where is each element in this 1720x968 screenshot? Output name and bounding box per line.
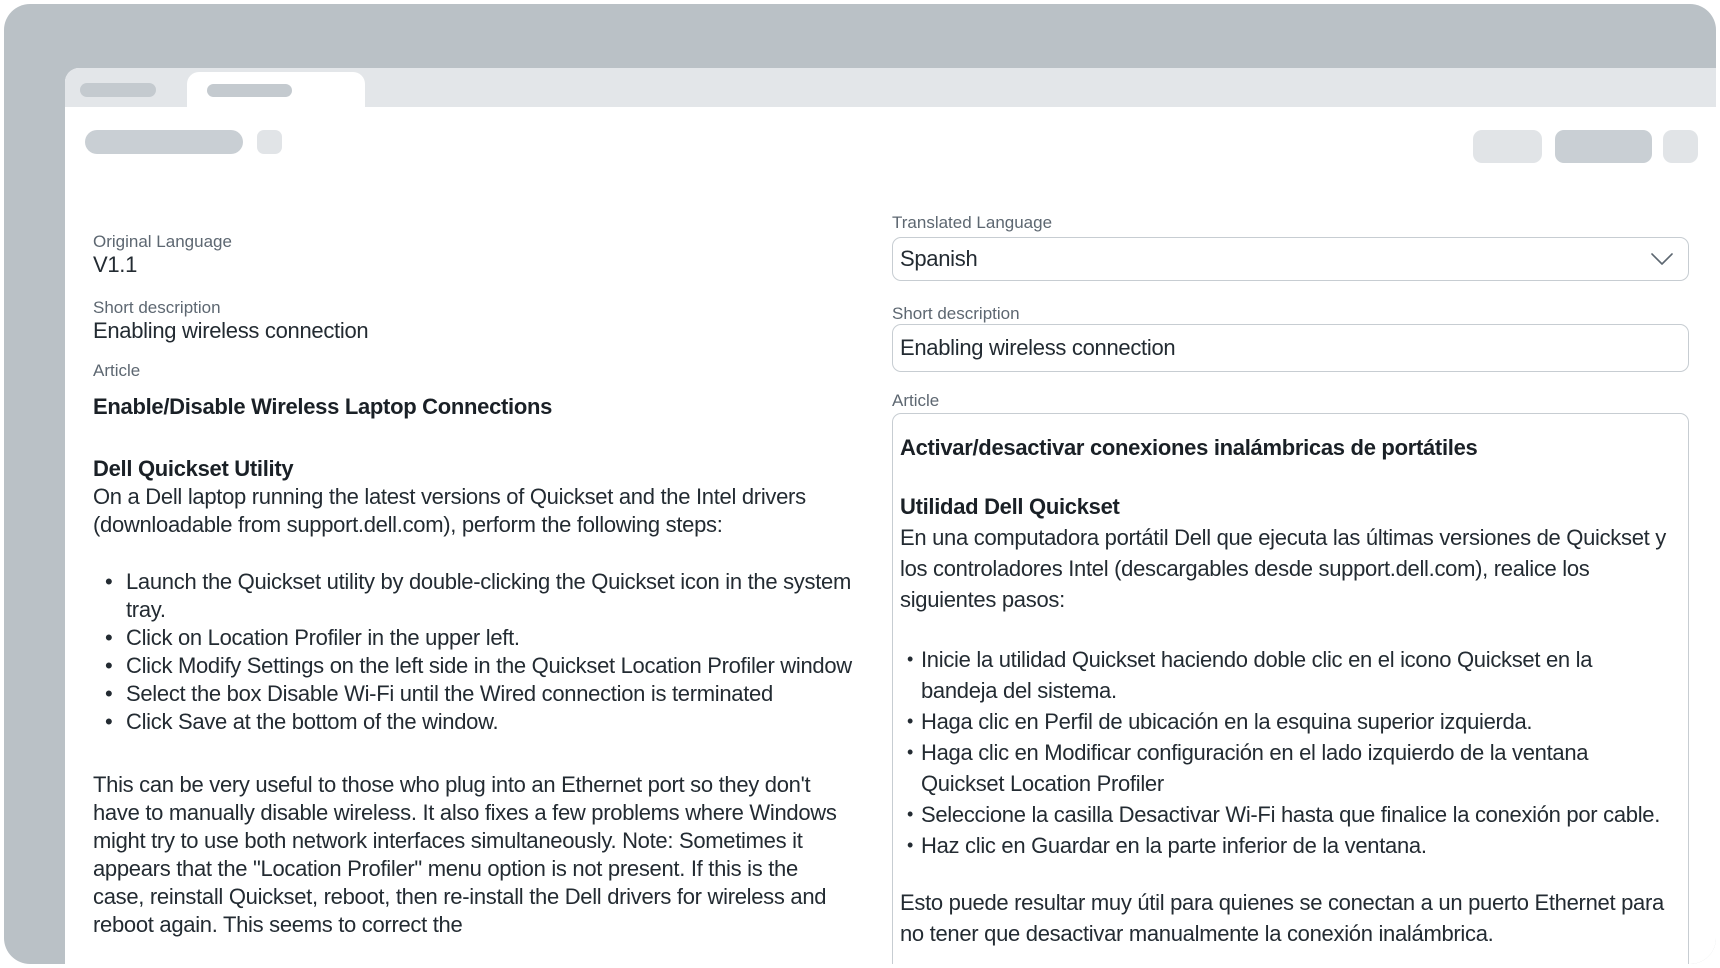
article-title: Enable/Disable Wireless Laptop Connections [93,394,553,419]
toolbar-action-button-3[interactable] [1663,130,1698,163]
original-short-description-label: Short description [93,298,221,317]
article-intro: On a Dell laptop running the latest versions of Quickset and the Intel drivers (downloadable from support.dell.com), perform the following steps: [93,484,806,537]
list-item: • Click Modify Settings on the left side in the Quickset Location Profiler window [93,652,853,680]
translated-language-selected-value: Spanish [900,246,978,271]
translated-short-description-label: Short description [892,304,1020,323]
original-short-description-value: Enabling wireless connection [93,318,369,343]
toolbar-action-button-2[interactable] [1555,130,1652,163]
translated-language-select[interactable] [892,237,1689,281]
toolbar-icon-placeholder[interactable] [257,130,282,154]
original-article-body [93,393,853,939]
list-item: • Haz clic en Guardar en la parte inferior de la ventana. [900,830,1674,861]
translated-article-body [900,432,1674,949]
list-item: • Select the box Disable Wi-Fi until the Wired connection is terminated [93,680,853,708]
translated-language-label: Translated Language [892,213,1053,232]
chevron-down-icon [1650,252,1674,266]
app-backdrop [4,4,1716,964]
article-section-heading: Dell Quickset Utility [93,456,294,481]
article-outro: Esto puede resultar muy útil para quienes se conectan a un puerto Ethernet para no tener que desactivar manualmente la conexión inalámbrica. [900,890,1664,946]
translated-short-description-input[interactable] [892,324,1689,372]
toolbar [65,107,1716,180]
list-item: • Haga clic en Modificar configuración en el lado izquierdo de la ventana Quickset Location Profiler [900,737,1674,799]
active-tab[interactable] [187,72,365,107]
active-tab-title-placeholder [207,84,292,97]
toolbar-action-button-1[interactable] [1473,130,1542,163]
original-panel [93,231,853,939]
list-item: • Haga clic en Perfil de ubicación en la esquina superior izquierda. [900,706,1674,737]
translated-article-label: Article [892,391,940,410]
original-language-value: V1.1 [93,252,138,277]
browser-window [65,68,1716,964]
article-bullet-list [93,568,853,736]
article-bullet-list [900,644,1674,861]
list-item: • Seleccione la casilla Desactivar Wi-Fi hasta que finalice la conexión por cable. [900,799,1674,830]
list-item: • Click on Location Profiler in the upper left. [93,624,853,652]
list-item: • Launch the Quickset utility by double-clicking the Quickset icon in the system tray. [93,568,853,624]
article-section-heading: Utilidad Dell Quickset [900,494,1120,519]
article-intro: En una computadora portátil Dell que ejecuta las últimas versiones de Quickset y los controladores Intel (descargables desde support.dell.com), realice los siguientes pasos: [900,525,1666,612]
list-item: • Click Save at the bottom of the window. [93,708,853,736]
list-item: • Inicie la utilidad Quickset haciendo doble clic en el icono Quickset en la bandeja del sistema. [900,644,1674,706]
article-outro: This can be very useful to those who plug into an Ethernet port so they don't have to manually disable wireless. It also fixes a few problems where Windows might try to use both network interfaces simultaneously. Note: Sometimes it appears that the "Location Profiler" menu option is not present. If this is the case, reinstall Quickset, reboot, then re-install the Dell drivers for wireless and reboot again. This seems to correct the [93,772,837,937]
original-language-label: Original Language [93,232,232,251]
article-title: Activar/desactivar conexiones inalámbricas de portátiles [900,435,1478,460]
translated-panel [892,212,1689,964]
browser-tab-bar [65,68,1716,107]
inactive-tab-placeholder[interactable] [80,83,156,97]
address-bar-placeholder[interactable] [85,130,243,154]
original-article-label: Article [93,361,141,380]
translated-article-editor[interactable] [892,413,1689,964]
